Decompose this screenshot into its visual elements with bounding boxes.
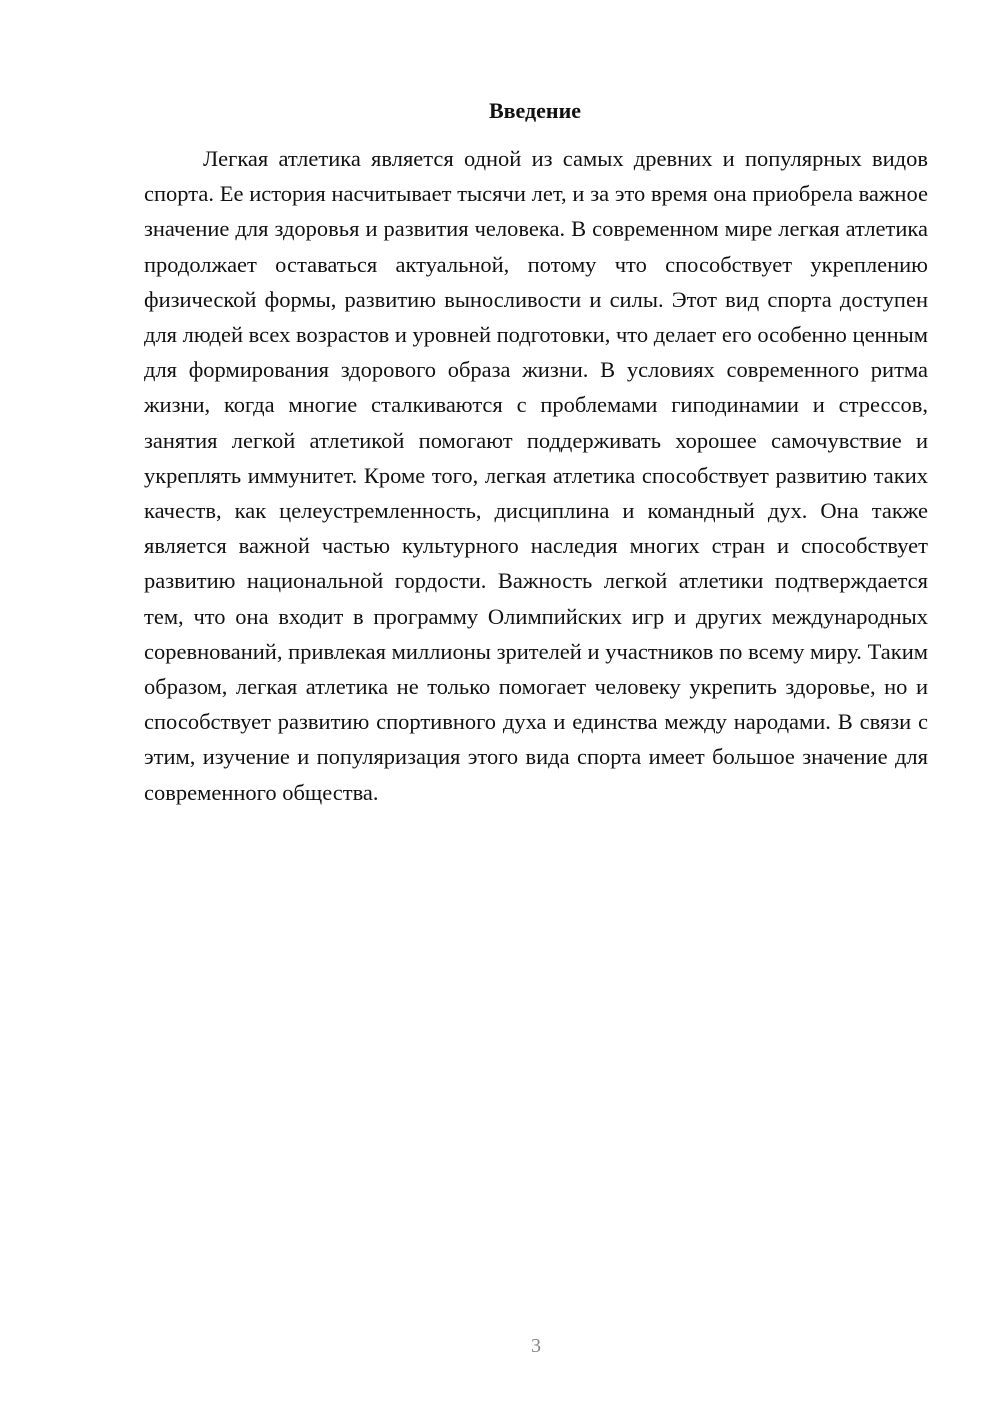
section-title: Введение (488, 98, 582, 123)
body-paragraph: Легкая атлетика является одной из самых древних и популярных видов спорта. Ее история насчитывает тысячи лет, и за это время она приобрела важное значение для здоровья и развития человека. В современном мире легкая атлетика продолжает оставаться актуальной, потому что способствует укреплению физической формы, развитию выносливости и силы. Этот вид спорта доступен для людей всех возрастов и уровней подготовки, что делает его особенно ценным для формирования здорового образа жизни. В условиях современного ритма жизни, когда многие сталкиваются с проблемами гиподинамии и стрессов, занятия легкой атлетикой помогают поддерживать хорошее самочувствие и укреплять иммунитет. Кроме того, легкая атлетика способствует развитию таких качеств, как целеустремленность, дисциплина и командный дух. Она также является важной частью культурного наследия многих стран и способствует развитию национальной гордости. Важность легкой атлетики подтверждается тем, что она входит в программу Олимпийских игр и других международных соревнований, привлекая миллионы зрителей и участников по всему миру. Таким образом, легкая атлетика не только помогает человеку укрепить здоровье, но и способствует развитию спортивного духа и единства между народами. В связи с этим, изучение и популяризация этого вида спорта имеет большое значение для современного общества. (144, 146, 928, 805)
page-number: 3 (531, 1335, 541, 1357)
